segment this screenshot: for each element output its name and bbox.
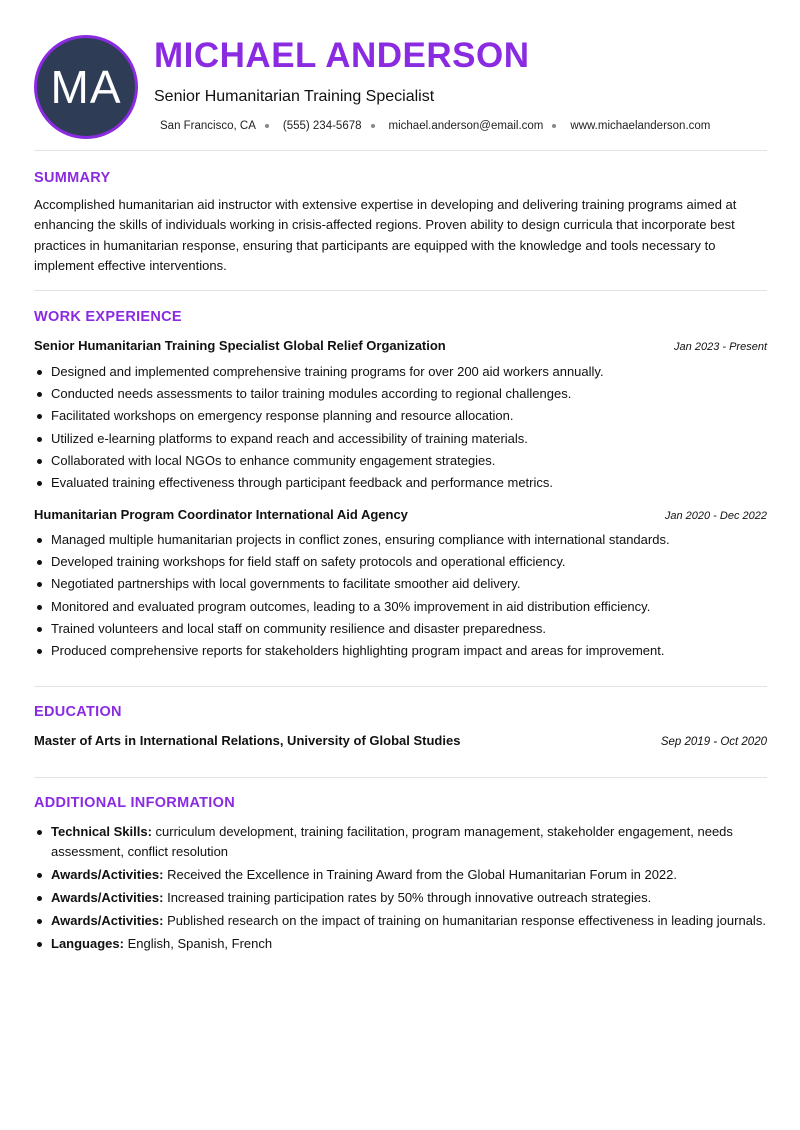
list-item: Negotiated partnerships with local governments to facilitate smoother aid delivery.	[34, 573, 767, 595]
item-label: Languages:	[51, 936, 124, 952]
candidate-title: Senior Humanitarian Training Specialist	[154, 88, 435, 105]
contact-phone: (555) 234-5678	[282, 120, 362, 132]
list-item: Produced comprehensive reports for stakeholders highlighting program impact and areas for improvement.	[34, 640, 767, 662]
item-text: Published research on the impact of training on humanitarian response effectiveness in leading journals.	[163, 913, 766, 929]
item-text: English, Spanish, French	[123, 936, 273, 952]
list-item: Managed multiple humanitarian projects in conflict zones, ensuring compliance with international standards.	[34, 529, 767, 551]
list-item: Trained volunteers and local staff on community resilience and disaster preparedness.	[34, 618, 767, 640]
separator-dot	[552, 124, 556, 128]
contact-location: San Francisco, CA	[160, 120, 256, 132]
list-item	[34, 822, 767, 861]
list-item: Developed training workshops for field staff on safety protocols and operational efficiency.	[34, 551, 767, 573]
item-label: Awards/Activities:	[51, 889, 164, 905]
list-item: Monitored and evaluated program outcomes, leading to a 30% improvement in aid distribution efficiency.	[34, 596, 767, 618]
section-divider	[34, 777, 767, 778]
list-item	[34, 911, 767, 931]
contact-email[interactable]: michael.anderson@email.com	[388, 120, 544, 132]
item-label: Awards/Activities:	[51, 913, 164, 929]
item-text: curriculum development, training facilitation, program management, stakeholder engagement, needs assessment, conflict resolution	[51, 824, 733, 859]
separator-dot	[371, 124, 375, 128]
separator-dot	[265, 124, 269, 128]
item-text: Received the Excellence in Training Award from the Global Humanitarian Forum in 2022.	[163, 866, 677, 882]
job-bullets	[34, 529, 767, 662]
job-header	[34, 338, 767, 353]
list-item	[34, 888, 767, 908]
section-divider	[34, 686, 767, 687]
additional-list	[34, 822, 767, 957]
job-role: Humanitarian Program Coordinator International Aid Agency	[34, 507, 408, 522]
list-item: Utilized e-learning platforms to expand reach and accessibility of training materials.	[34, 428, 767, 450]
section-divider	[34, 290, 767, 291]
list-item: Conducted needs assessments to tailor training modules according to regional challenges.	[34, 383, 767, 405]
candidate-name: MICHAEL ANDERSON	[154, 36, 530, 75]
avatar-initials: MA	[50, 61, 122, 113]
summary-text: Accomplished humanitarian aid instructor with extensive expertise in developing and delivering training programs aimed at enhancing the skills of individuals working in crisis-affected regions. Proven ability to design curricula that incorporate best practices in humanitarian response, ensuring that participants are equipped with the knowledge and tools necessary to implement effective interventions.	[34, 197, 737, 273]
additional-heading: ADDITIONAL INFORMATION	[34, 795, 235, 811]
job-header	[34, 507, 767, 522]
contact-website[interactable]: www.michaelanderson.com	[570, 120, 711, 132]
list-item: Facilitated workshops on emergency response planning and resource allocation.	[34, 405, 767, 427]
education-degree: Master of Arts in International Relations, University of Global Studies	[34, 733, 461, 748]
contact-bar	[160, 120, 710, 132]
list-item: Collaborated with local NGOs to enhance community engagement strategies.	[34, 450, 767, 472]
job-role: Senior Humanitarian Training Specialist Global Relief Organization	[34, 338, 446, 353]
job-dates: Jan 2020 - Dec 2022	[664, 510, 767, 522]
summary-heading: SUMMARY	[34, 170, 111, 186]
job-bullets	[34, 361, 767, 494]
education-entry	[34, 733, 767, 748]
list-item	[34, 934, 767, 954]
avatar	[34, 35, 138, 139]
experience-heading: WORK EXPERIENCE	[34, 309, 182, 325]
list-item: Designed and implemented comprehensive training programs for over 200 aid workers annually.	[34, 361, 767, 383]
item-label: Technical Skills:	[51, 824, 152, 839]
item-label: Awards/Activities:	[51, 866, 164, 882]
job-dates: Jan 2023 - Present	[674, 341, 767, 353]
list-item	[34, 865, 767, 885]
education-heading: EDUCATION	[34, 704, 122, 720]
item-text: Increased training participation rates by 50% through innovative outreach strategies.	[163, 889, 652, 905]
education-dates: Sep 2019 - Oct 2020	[660, 736, 767, 748]
section-divider	[34, 150, 767, 151]
list-item: Evaluated training effectiveness through participant feedback and performance metrics.	[34, 472, 767, 494]
